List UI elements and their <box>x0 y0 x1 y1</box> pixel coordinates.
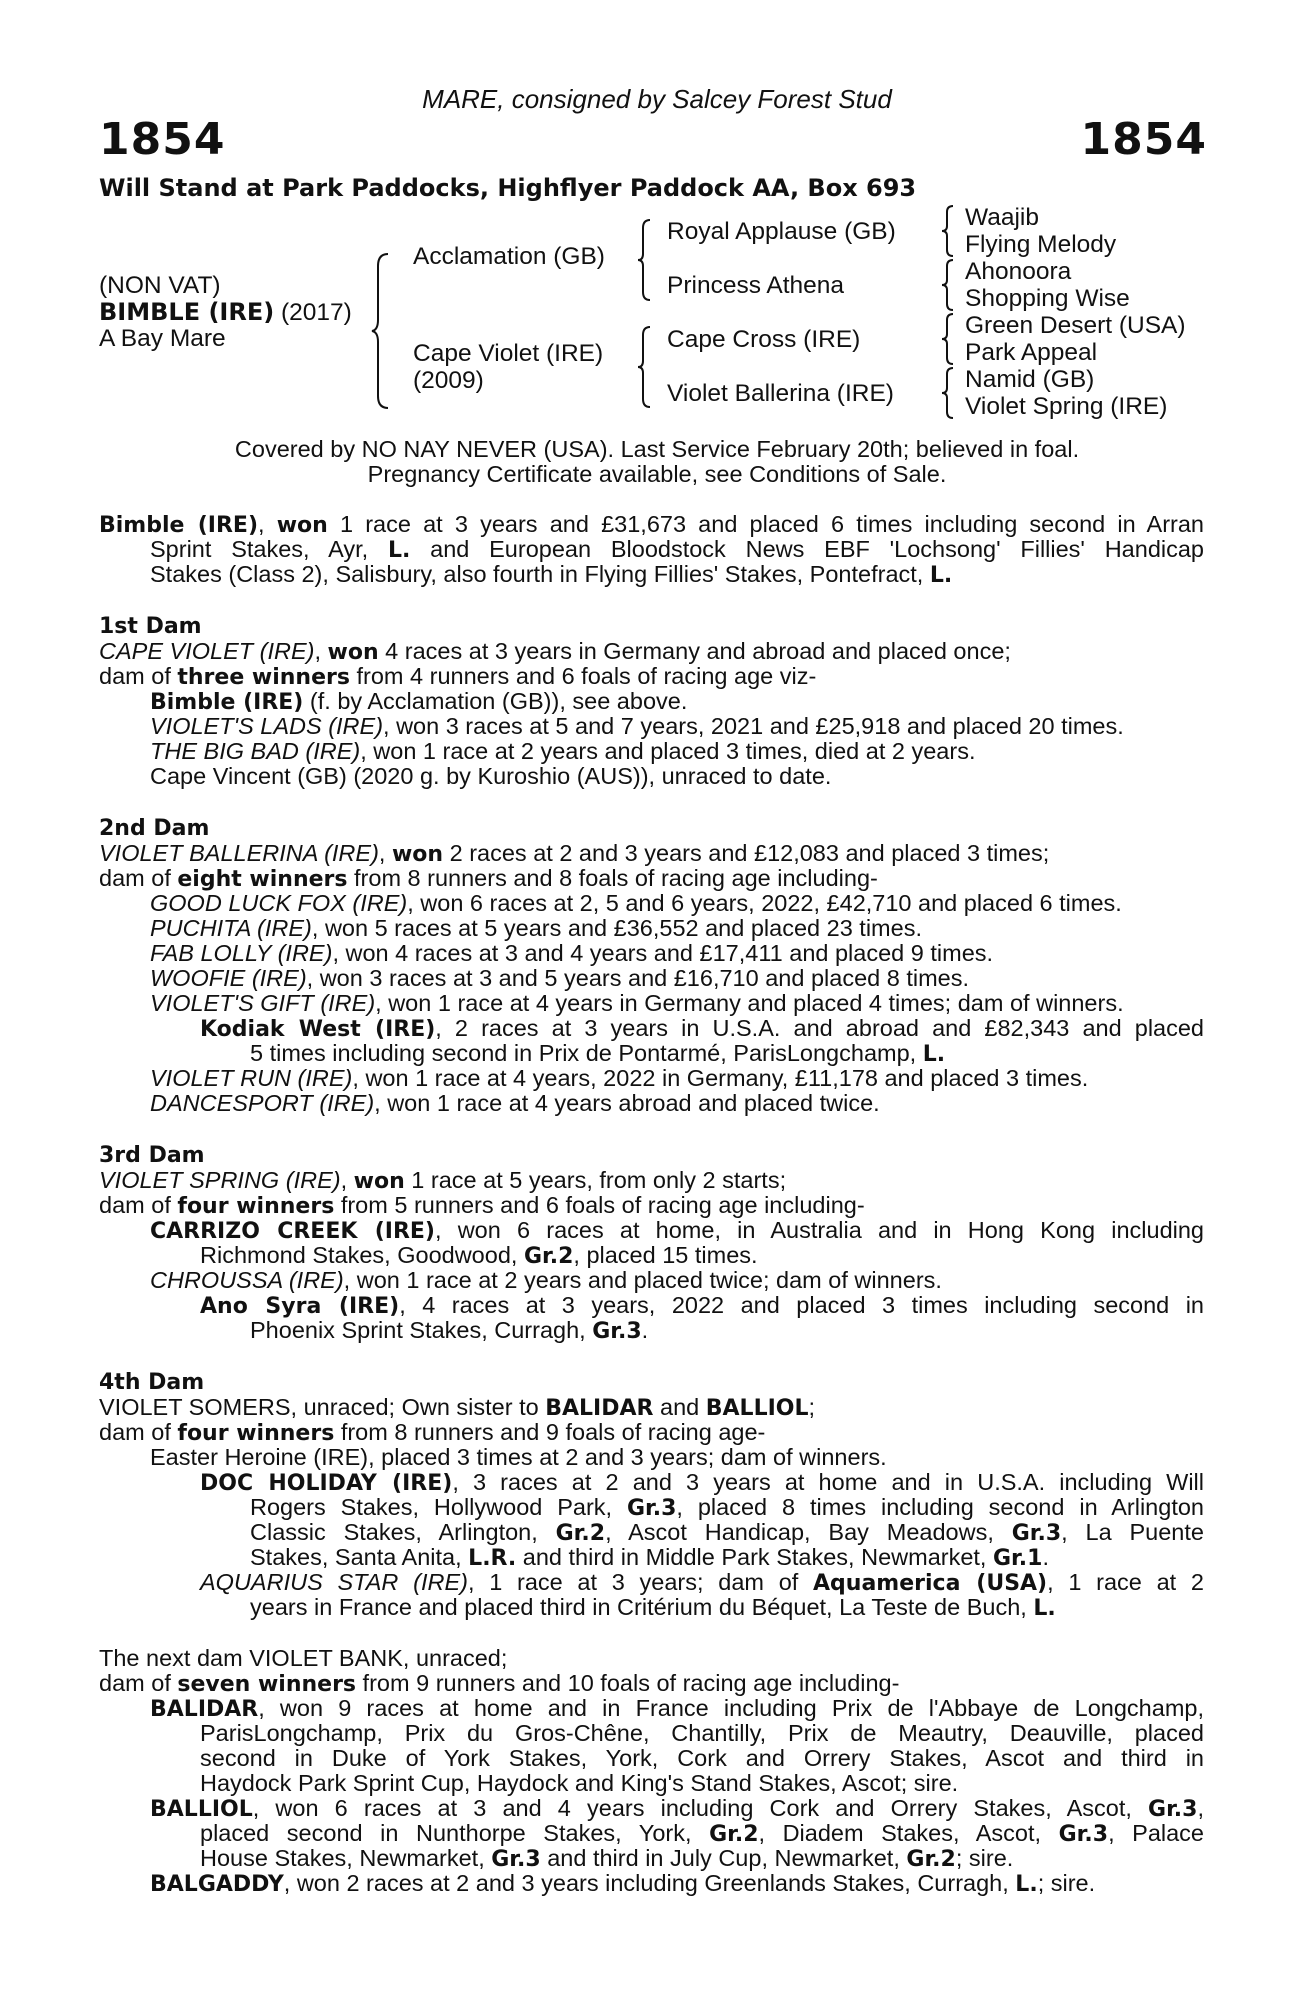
gg-5: Green Desert (USA) <box>965 312 1186 339</box>
nd-progeny-2c: House Stakes, Newmarket, Gr.3 and third in July Cup, Newmarket, Gr.2; sire. <box>200 1845 1014 1872</box>
d2-line-2: dam of eight winners from 8 runners and 8 foals of racing age including- <box>99 865 878 892</box>
vat-status: (NON VAT) <box>99 272 221 299</box>
gg-1: Waajib <box>965 204 1039 231</box>
d1-progeny-3: THE BIG BAD (IRE), won 1 race at 2 years and placed 3 times, died at 2 years. <box>150 738 976 764</box>
d3-grandprogeny-1: Ano Syra (IRE), 4 races at 3 years, 2022 and placed 3 times including second in <box>200 1292 1205 1319</box>
d3-line-1: VIOLET SPRING (IRE), won 1 race at 5 years, from only 2 starts; <box>99 1167 787 1194</box>
sire-sire: Royal Applause (GB) <box>667 218 896 245</box>
section-2nd-dam: 2nd Dam <box>99 816 210 841</box>
section-1st-dam: 1st Dam <box>99 614 202 639</box>
brace-sire <box>636 218 654 302</box>
dam-sire: Cape Cross (IRE) <box>667 326 861 353</box>
nd-progeny-2: BALLIOL, won 6 races at 3 and 4 years including Cork and Orrery Stakes, Ascot, Gr.3, <box>150 1795 1204 1822</box>
nd-progeny-1c: second in Duke of York Stakes, York, Cork and Orrery Stakes, Ascot and third in <box>200 1745 1204 1771</box>
horse-name: BIMBLE (IRE) <box>99 298 275 326</box>
section-3rd-dam: 3rd Dam <box>99 1143 205 1168</box>
d4-line-2: dam of four winners from 8 runners and 9 foals of racing age- <box>99 1419 766 1446</box>
covered-line-1: Covered by NO NAY NEVER (USA). Last Service February 20th; believed in foal. <box>234 436 1080 462</box>
dam-name: Cape Violet (IRE) <box>413 340 604 367</box>
d4-grandprogeny-1: DOC HOLIDAY (IRE), 3 races at 2 and 3 years at home and in U.S.A. including Will <box>200 1469 1204 1496</box>
stand-location: Will Stand at Park Paddocks, Highflyer Paddock AA, Box 693 <box>99 174 917 202</box>
nd-progeny-3: BALGADDY, won 2 races at 2 and 3 years including Greenlands Stakes, Curragh, L.; sire. <box>150 1870 1096 1897</box>
d2-grandprogeny-1: Kodiak West (IRE), 2 races at 3 years in U.S.A. and abroad and £82,343 and placed <box>200 1015 1204 1042</box>
d2-grandprogeny-1b: 5 times including second in Prix de Pontarmé, ParisLongchamp, L. <box>250 1040 946 1067</box>
d1-progeny-4: Cape Vincent (GB) (2020 g. by Kuroshio (AUS)), unraced to date. <box>150 763 832 789</box>
nd-progeny-1: BALIDAR, won 9 races at home and in France including Prix de l'Abbaye de Longchamp, <box>150 1695 1204 1722</box>
d2-progeny-4: WOOFIE (IRE), won 3 races at 3 and 5 years and £16,710 and placed 8 times. <box>150 965 970 991</box>
gg-7: Namid (GB) <box>965 366 1095 393</box>
d4-grandprogeny-1d: Stakes, Santa Anita, L.R. and third in Middle Park Stakes, Newmarket, Gr.1. <box>250 1544 1049 1571</box>
d4-grandprogeny-2: AQUARIUS STAR (IRE), 1 race at 3 years; dam of Aquamerica (USA), 1 race at 2 <box>200 1569 1204 1596</box>
horse-name-line <box>99 298 352 327</box>
consignor-line: MARE, consigned by Salcey Forest Stud <box>422 84 892 114</box>
d4-line-1: VIOLET SOMERS, unraced; Own sister to BALIDAR and BALLIOL; <box>99 1394 816 1421</box>
brace-gg-3 <box>940 312 956 366</box>
nd-progeny-1b: ParisLongchamp, Prix du Gros-Chêne, Chantilly, Prix de Meautry, Deauville, placed <box>200 1720 1204 1746</box>
d1-progeny-1: Bimble (IRE) (f. by Acclamation (GB)), see above. <box>150 688 688 715</box>
d2-progeny-7: DANCESPORT (IRE), won 1 race at 4 years abroad and placed twice. <box>150 1090 880 1116</box>
d3-progeny-2: CHROUSSA (IRE), won 1 race at 2 years and placed twice; dam of winners. <box>150 1267 942 1293</box>
brace-gg-1 <box>940 204 956 258</box>
dam-year: (2009) <box>413 367 484 394</box>
nd-progeny-1d: Haydock Park Sprint Cup, Haydock and King's Stand Stakes, Ascot; sire. <box>200 1770 959 1796</box>
brace-gg-4 <box>940 366 956 420</box>
punct: , <box>258 511 265 537</box>
sire-dam: Princess Athena <box>667 272 845 299</box>
d3-progeny-1: CARRIZO CREEK (IRE), won 6 races at home, in Australia and in Hong Kong including <box>150 1217 1204 1244</box>
covered-line-2: Pregnancy Certificate available, see Conditions of Sale. <box>367 461 947 487</box>
gg-3: Ahonoora <box>965 258 1072 285</box>
d4-grandprogeny-1b: Rogers Stakes, Hollywood Park, Gr.3, placed 8 times including second in Arlington <box>250 1494 1204 1521</box>
brace-main <box>370 252 392 410</box>
brace-gg-2 <box>940 258 956 312</box>
gg-4: Shopping Wise <box>965 285 1130 312</box>
d4-grandprogeny-2b: years in France and placed third in Critérium du Béquet, La Teste de Buch, L. <box>250 1594 1056 1621</box>
horse-description: A Bay Mare <box>99 325 226 352</box>
d1-line-1: CAPE VIOLET (IRE), won 4 races at 3 years in Germany and abroad and placed once; <box>99 638 1011 665</box>
section-4th-dam: 4th Dam <box>99 1370 205 1395</box>
d4-progeny-1: Easter Heroine (IRE), placed 3 times at 2 and 3 years; dam of winners. <box>150 1444 887 1470</box>
lot-number-left: 1854 <box>99 114 226 165</box>
brace-dam <box>636 325 654 409</box>
won-label: won <box>276 513 328 538</box>
d1-progeny-2: VIOLET'S LADS (IRE), won 3 races at 5 and 7 years, 2021 and £25,918 and placed 20 times. <box>150 713 1124 739</box>
d2-progeny-1: GOOD LUCK FOX (IRE), won 6 races at 2, 5 and 6 years, 2022, £42,710 and placed 6 times. <box>150 890 1122 916</box>
dam-dam: Violet Ballerina (IRE) <box>667 380 894 407</box>
d3-progeny-1b: Richmond Stakes, Goodwood, Gr.2, placed 15 times. <box>200 1242 758 1269</box>
gg-2: Flying Melody <box>965 231 1117 258</box>
d1-line-2: dam of three winners from 4 runners and 6 foals of racing age viz- <box>99 663 817 690</box>
bimble-name: Bimble (IRE) <box>99 513 258 538</box>
bimble-record-3: Stakes (Class 2), Salisbury, also fourth in Flying Fillies' Stakes, Pontefract, L. <box>150 561 953 588</box>
d2-line-1: VIOLET BALLERINA (IRE), won 2 races at 2 and 3 years and £12,083 and placed 3 times; <box>99 840 1050 867</box>
gg-6: Park Appeal <box>965 339 1098 366</box>
record-text: 1 race at 3 years and £31,673 and placed 6 times including second in Arran <box>327 511 1204 537</box>
nd-progeny-2b: placed second in Nunthorpe Stakes, York, Gr.2, Diadem Stakes, Ascot, Gr.3, Palace <box>200 1820 1205 1847</box>
nd-line-2: dam of seven winners from 9 runners and 10 foals of racing age including- <box>99 1670 900 1697</box>
lot-number-right: 1854 <box>1080 114 1207 165</box>
d2-progeny-2: PUCHITA (IRE), won 5 races at 5 years and £36,552 and placed 23 times. <box>150 915 922 941</box>
d2-progeny-3: FAB LOLLY (IRE), won 4 races at 3 and 4 years and £17,411 and placed 9 times. <box>150 940 994 966</box>
d4-grandprogeny-1c: Classic Stakes, Arlington, Gr.2, Ascot Handicap, Bay Meadows, Gr.3, La Puente <box>250 1519 1204 1546</box>
d2-progeny-6: VIOLET RUN (IRE), won 1 race at 4 years, 2022 in Germany, £11,178 and placed 3 times. <box>150 1065 1089 1091</box>
gg-8: Violet Spring (IRE) <box>965 393 1168 420</box>
sire-name: Acclamation (GB) <box>413 243 605 270</box>
d2-progeny-5: VIOLET'S GIFT (IRE), won 1 race at 4 years in Germany and placed 4 times; dam of winners. <box>150 990 1124 1016</box>
d3-grandprogeny-1b: Phoenix Sprint Stakes, Curragh, Gr.3. <box>250 1317 649 1344</box>
d3-line-2: dam of four winners from 5 runners and 6 foals of racing age including- <box>99 1192 865 1219</box>
bimble-record-1 <box>99 512 1204 539</box>
nd-line-1: The next dam VIOLET BANK, unraced; <box>99 1645 508 1671</box>
horse-year: (2017) <box>274 299 352 326</box>
bimble-record-2: Sprint Stakes, Ayr, L. and European Bloodstock News EBF 'Lochsong' Fillies' Handicap <box>150 536 1204 563</box>
